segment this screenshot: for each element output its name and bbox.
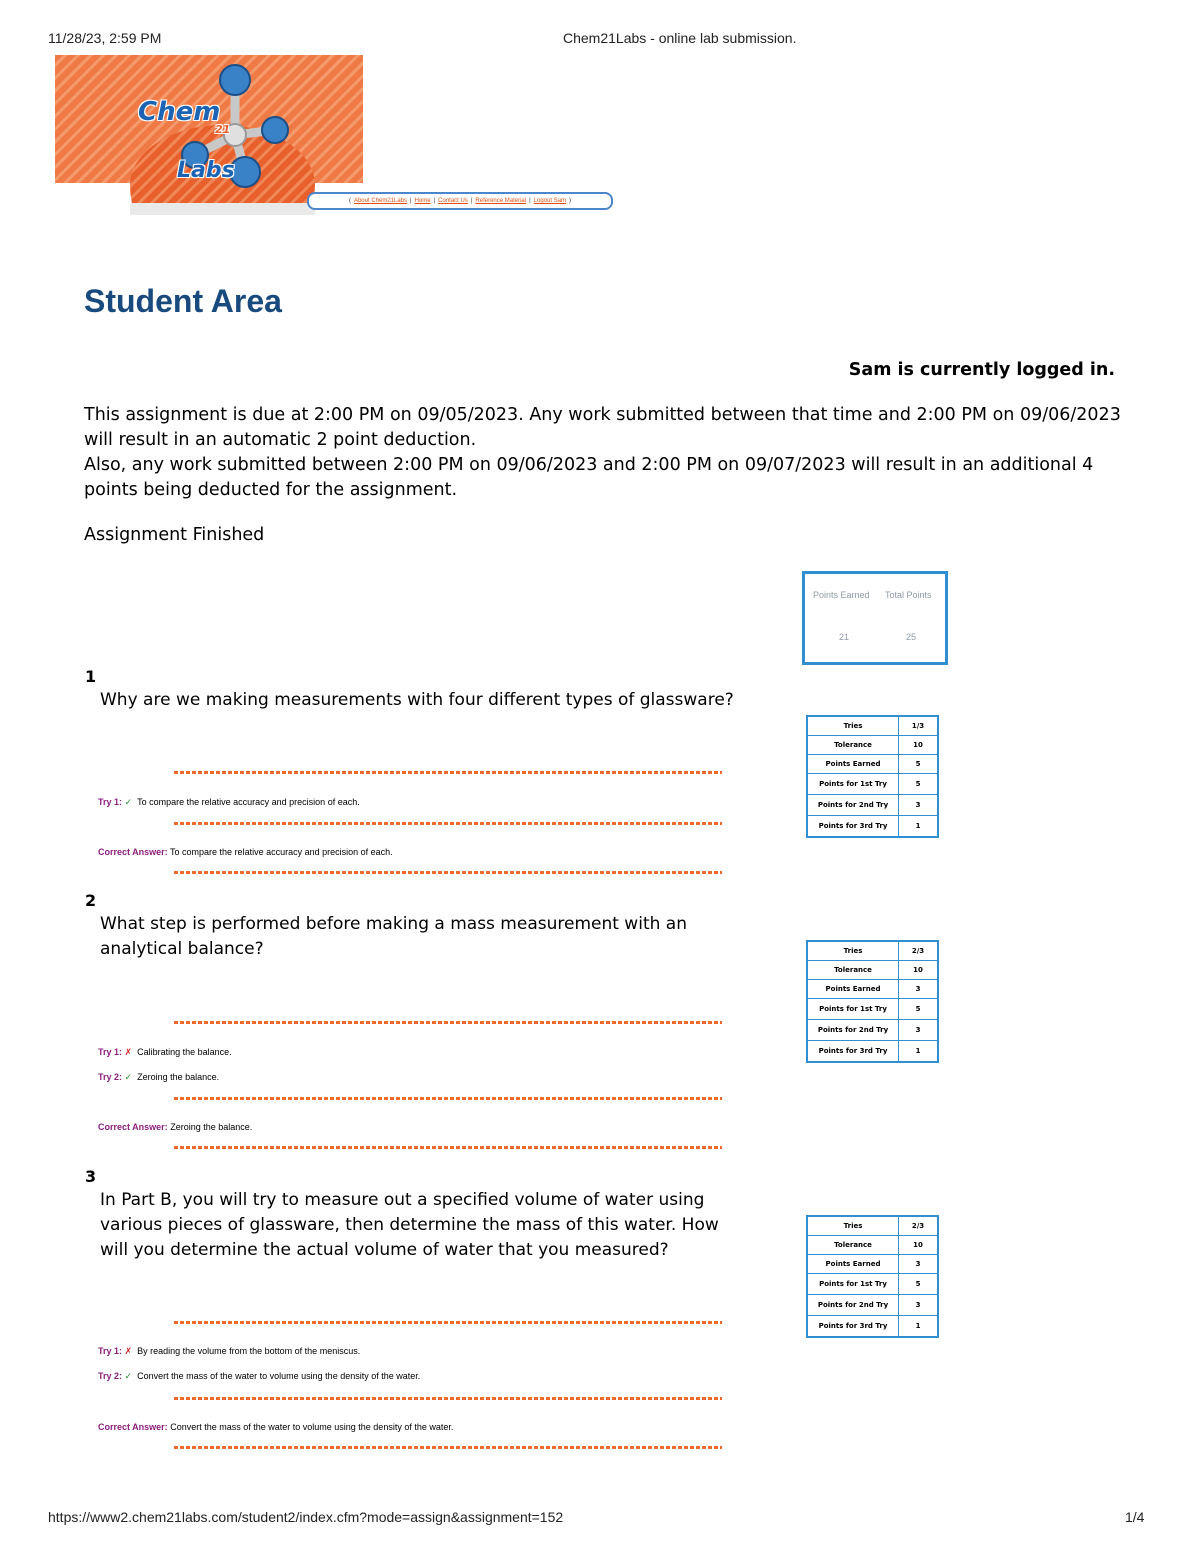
- try-row: Try 2: ✓ Convert the mass of the water to volume using the density of the water.: [98, 1371, 421, 1381]
- total-points-value: 25: [906, 632, 917, 642]
- question-number: 2: [85, 891, 97, 910]
- total-points-label: Total Points: [885, 590, 932, 600]
- cross-icon: ✗: [124, 1346, 133, 1356]
- assignment-status: Assignment Finished: [84, 525, 265, 545]
- cross-icon: ✗: [124, 1047, 133, 1057]
- try-answer: Calibrating the balance.: [137, 1047, 232, 1057]
- logo-strip: [130, 203, 315, 215]
- try-row: Try 1: ✓ To compare the relative accuracy and precision of each.: [98, 797, 360, 807]
- nav-home[interactable]: Home: [414, 198, 431, 204]
- points-earned-value: 21: [839, 632, 850, 642]
- try-row: Try 1: ✗ By reading the volume from the bottom of the meniscus.: [98, 1346, 361, 1356]
- nav-contact[interactable]: Contact Us: [438, 198, 468, 204]
- top-nav: ( About Chem21Labs | Home | Contact Us | Reference Material | Logout Sam ): [307, 192, 613, 210]
- question-text: Why are we making measurements with four different types of glassware?: [100, 690, 734, 710]
- try-row: Try 2: ✓ Zeroing the balance.: [98, 1072, 220, 1082]
- molecule-icon: [145, 60, 345, 200]
- check-icon: ✓: [124, 1072, 133, 1082]
- try-answer: To compare the relative accuracy and precision of each.: [137, 797, 360, 807]
- try-row: Try 1: ✗ Calibrating the balance.: [98, 1047, 232, 1057]
- correct-answer: Zeroing the balance.: [170, 1122, 253, 1132]
- question-number: 3: [85, 1167, 97, 1186]
- points-earned-label: Points Earned: [813, 590, 870, 600]
- nav-reference[interactable]: Reference Material: [475, 198, 527, 204]
- correct-answer-row: Correct Answer: Zeroing the balance.: [98, 1122, 253, 1132]
- divider: [174, 871, 722, 874]
- correct-answer-row: Correct Answer: Convert the mass of the water to volume using the density of the water.: [98, 1422, 454, 1432]
- points-summary: [802, 571, 948, 665]
- check-icon: ✓: [124, 1371, 133, 1381]
- nav-logout[interactable]: Logout Sam: [533, 198, 567, 204]
- question-stats-table: Tries 1/3 Tolerance 10 Points Earned 5 Points for 1st Try 5 Points for 2nd Try 3 Points for 3rd Try 1: [806, 715, 939, 838]
- try-answer: By reading the volume from the bottom of the meniscus.: [137, 1346, 361, 1356]
- divider: [174, 1146, 722, 1149]
- due-notice-2: Also, any work submitted between 2:00 PM on 09/06/2023 and 2:00 PM on 09/07/2023 will result in an additional 4 points being deducted for the assignment.: [84, 455, 1094, 500]
- correct-answer-row: Correct Answer: To compare the relative accuracy and precision of each.: [98, 847, 393, 857]
- question-text: What step is performed before making a mass measurement with an analytical balance?: [100, 914, 687, 959]
- print-page-number: 1/4: [1125, 1509, 1145, 1525]
- divider: [174, 1321, 722, 1324]
- logo-word-labs: Labs: [177, 158, 235, 183]
- print-page-title: Chem21Labs - online lab submission.: [563, 30, 797, 46]
- divider: [174, 1097, 722, 1100]
- logo-word-chem: Chem: [138, 97, 221, 127]
- try-answer: Zeroing the balance.: [137, 1072, 220, 1082]
- due-notice-1: This assignment is due at 2:00 PM on 09/05/2023. Any work submitted between that time and 2:00 PM on 09/06/2023 will result in an automatic 2 point deduction.: [84, 405, 1121, 450]
- try-answer: Convert the mass of the water to volume using the density of the water.: [137, 1371, 421, 1381]
- print-datetime: 11/28/23, 2:59 PM: [48, 30, 162, 46]
- correct-answer: To compare the relative accuracy and precision of each.: [170, 847, 393, 857]
- chem21labs-logo[interactable]: [55, 55, 363, 215]
- logged-in-status: Sam is currently logged in.: [848, 360, 1115, 380]
- print-url: https://www2.chem21labs.com/student2/index.cfm?mode=assign&assignment=152: [48, 1509, 564, 1525]
- question-stats-table: Tries 2/3 Tolerance 10 Points Earned 3 Points for 1st Try 5 Points for 2nd Try 3 Points for 3rd Try 1: [806, 1215, 939, 1338]
- page-title: Student Area: [84, 283, 282, 319]
- correct-answer: Convert the mass of the water to volume using the density of the water.: [170, 1422, 454, 1432]
- question-stats-table: Tries 2/3 Tolerance 10 Points Earned 3 Points for 1st Try 5 Points for 2nd Try 3 Points for 3rd Try 1: [806, 940, 939, 1063]
- divider: [174, 1021, 722, 1024]
- divider: [174, 1446, 722, 1449]
- check-icon: ✓: [124, 797, 133, 807]
- question-number: 1: [85, 667, 97, 686]
- logo-badge: 21: [215, 123, 231, 136]
- divider: [174, 1397, 722, 1400]
- question-text: In Part B, you will try to measure out a specified volume of water using various pieces of glassware, then determine the mass of this water. How will you determine the actual volume of water that you measured?: [100, 1190, 719, 1260]
- divider: [174, 822, 722, 825]
- nav-about[interactable]: About Chem21Labs: [353, 198, 408, 204]
- divider: [174, 771, 722, 774]
